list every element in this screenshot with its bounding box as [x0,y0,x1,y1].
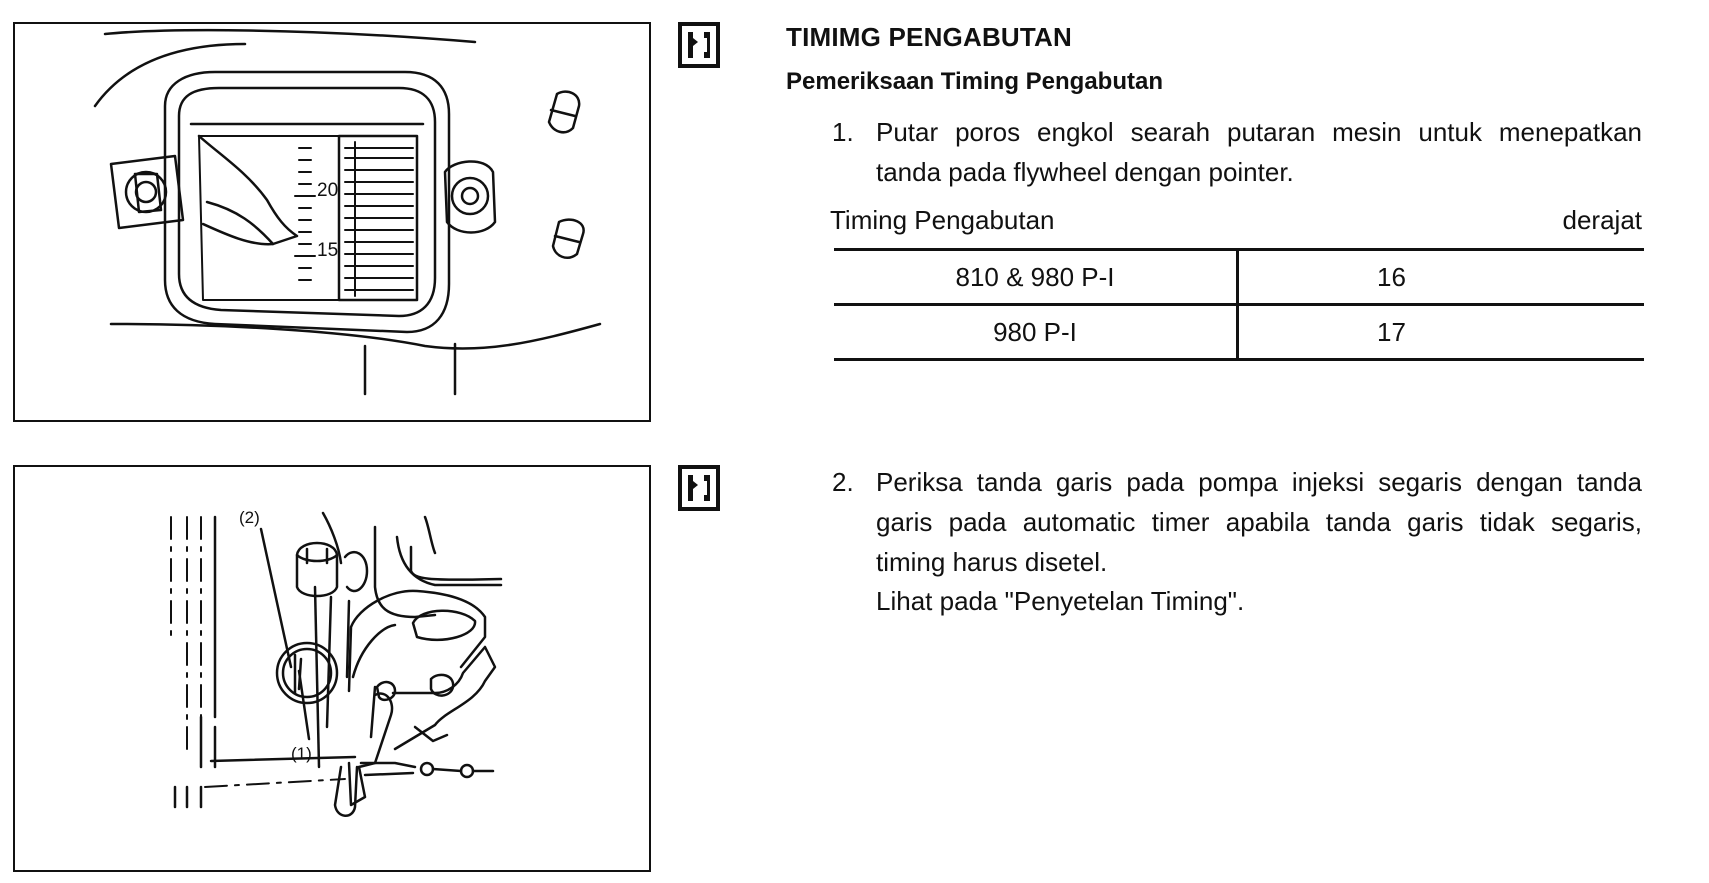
flywheel-illustration [15,24,649,420]
value-cell: 17 [1238,305,1645,360]
step-text: Periksa tanda garis pada pompa injeksi segaris dengan tanda garis pada automatic timer apabila tanda garis tidak segaris, timing harus disetel. [876,467,1642,577]
table-row [834,305,1644,360]
spec-table [834,248,1644,361]
tool-icon [678,465,720,511]
step-note: Lihat pada "Penyetelan Timing". [876,586,1245,616]
injection-pump-illustration [15,467,649,870]
spec-unit: derajat [1562,205,1642,235]
scale-label-15: 15 [317,240,339,261]
figure-injection-pump [13,465,651,872]
step-number: 1. [832,117,854,147]
step-2 [832,462,1642,582]
value-cell: 16 [1238,250,1645,305]
step-1 [832,112,1642,192]
table-row [834,250,1644,305]
step-text: Putar poros engkol searah putaran mesin untuk menepatkan tanda pada flywheel dengan pointer. [876,117,1642,187]
scale-label-20: 20 [317,180,339,201]
callout-2: (2) [239,508,260,527]
section-subtitle: Pemeriksaan Timing Pengabutan [786,68,1164,95]
model-cell: 810 & 980 P-I [834,250,1238,305]
spec-label: Timing Pengabutan [830,205,1055,235]
step-number: 2. [832,467,854,497]
tool-icon [678,22,720,68]
callout-1: (1) [291,744,312,763]
figure-flywheel-window [13,22,651,422]
section-title: TIMIMG PENGABUTAN [786,22,1073,52]
model-cell: 980 P-I [834,305,1238,360]
spec-header [830,205,1642,243]
